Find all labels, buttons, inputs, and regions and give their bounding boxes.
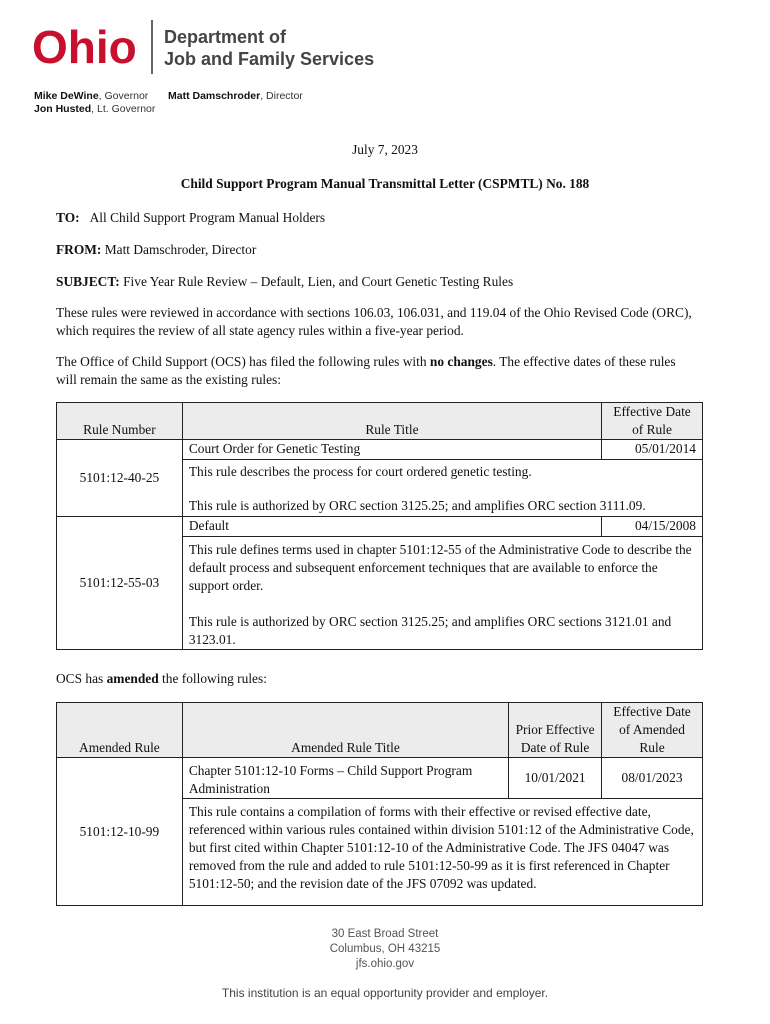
header-rule-number: Rule Number (57, 403, 183, 440)
amended-rules-table (56, 702, 703, 906)
rule-number: 5101:12-40-25 (57, 440, 183, 517)
subject-line (56, 273, 716, 291)
rule-authority: This rule is authorized by ORC section 3125.25; and amplifies ORC sections 3121.01 and 3123.01. (188, 614, 672, 647)
header-amended-rule: Amended Rule (57, 703, 183, 758)
rule-title: Default (182, 517, 601, 537)
amended-effective-date: 08/01/2023 (602, 758, 703, 799)
lt-governor-name: Jon Husted (34, 102, 92, 115)
effective-date: 05/01/2014 (602, 440, 703, 460)
department-line2: Job and Family Services (164, 49, 375, 69)
rule-title: Court Order for Genetic Testing (182, 440, 601, 460)
from-value: Matt Damschroder, Director (104, 242, 257, 257)
ohio-jfs-logo (32, 18, 452, 78)
rule-description: This rule describes the process for court ordered genetic testing. (188, 464, 532, 479)
amended-rule-title: Chapter 5101:12-10 Forms – Child Support Program Administration (182, 758, 508, 799)
rule-number: 5101:12-55-03 (57, 517, 183, 650)
table-header-row (57, 403, 703, 440)
header-amended-rule-title: Amended Rule Title (182, 703, 508, 758)
rule-authority: This rule is authorized by ORC section 3125.25; and amplifies ORC section 3111.09. (188, 498, 646, 513)
letter-date: July 7, 2023 (352, 142, 418, 157)
director-block (168, 90, 303, 103)
amended-rule-number: 5101:12-10-99 (57, 758, 183, 906)
address-line2: Columbus, OH 43215 (329, 943, 441, 955)
letter-title: Child Support Program Manual Transmittal Letter (CSPMTL) No. 188 (180, 176, 590, 191)
table-row (57, 517, 703, 537)
no-change-rules-table (56, 402, 703, 650)
to-line (56, 209, 716, 227)
no-changes-emphasis: no changes (429, 354, 493, 369)
department-line1: Department of (164, 27, 287, 47)
effective-date: 04/15/2008 (602, 517, 703, 537)
website-link[interactable]: jfs.ohio.gov (355, 958, 415, 970)
rule-detail (182, 537, 702, 650)
governor-name: Mike DeWine (34, 90, 99, 102)
prior-effective-date: 10/01/2021 (509, 758, 602, 799)
to-label: TO: (56, 210, 80, 225)
to-value: All Child Support Program Manual Holders (89, 210, 326, 225)
header-effective-date-amended: Effective Date of Amended Rule (602, 703, 703, 758)
subject-value: Five Year Rule Review – Default, Lien, and Court Genetic Testing Rules (123, 274, 514, 289)
from-line (56, 241, 716, 259)
header-rule-title: Rule Title (182, 403, 601, 440)
table-row (57, 440, 703, 460)
amended-intro: OCS has amended the following rules: (56, 671, 267, 686)
rule-description: This rule defines terms used in chapter 5101:12-55 of the Administrative Code to describe the default process and subsequent enforcement techniques that are available to enforce the support order. (188, 542, 692, 593)
lt-governor-title: , Lt. Governor (91, 102, 156, 115)
rule-detail (182, 460, 702, 517)
table-row (57, 758, 703, 799)
footer-address (0, 927, 770, 972)
governor-title: , Governor (98, 90, 149, 102)
logo-text: Ohio (32, 21, 137, 73)
director-name: Matt Damschroder (168, 90, 261, 102)
intro-paragraph: These rules were reviewed in accordance with sections 106.03, 106.031, and 119.04 of the Ohio Revised Code (ORC), which requires the review of all state agency rules within a five-year period. (56, 305, 692, 338)
from-label: FROM: (56, 242, 102, 257)
amended-emphasis: amended (106, 671, 159, 686)
director-title: , Director (260, 90, 303, 102)
amended-rule-description: This rule contains a compilation of forms with their effective or revised effective date, referenced within various rules contained within division 5101:12 of the Administrative Code, but first cited within Chapter 5101:12-10 of the Administrative Code. The JFS 04047 was removed from the rule and added to rule 5101:12-50-99 as it is first referenced in Chapter 5101:12-50; and the revision date of the JFS 07092 was updated. (182, 799, 702, 906)
subject-label: SUBJECT: (56, 274, 120, 289)
address-line1: 30 East Broad Street (331, 928, 439, 940)
eo-statement: This institution is an equal opportunity provider and employer. (221, 986, 549, 1000)
governor-block (34, 90, 155, 115)
table-header-row (57, 703, 703, 758)
header-effective-date: Effective Date of Rule (602, 403, 703, 440)
header-prior-effective-date: Prior Effective Date of Rule (509, 703, 602, 758)
no-changes-paragraph: The Office of Child Support (OCS) has filed the following rules with no changes. The effective dates of these rules will remain the same as the existing rules: (56, 354, 676, 387)
